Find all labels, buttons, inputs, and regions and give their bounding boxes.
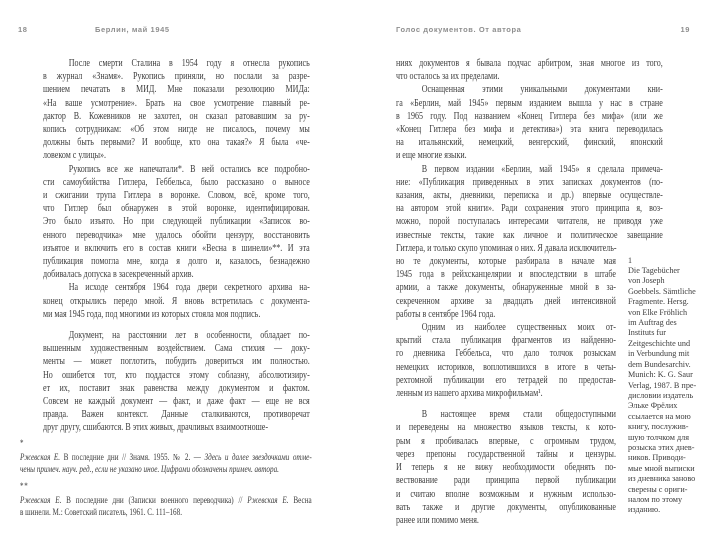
margin-note-line: налом по этому	[628, 494, 683, 504]
text-line: правда. Важен контекст. Данные сталкиваются, противоречат	[43, 409, 310, 421]
paragraph	[43, 329, 310, 435]
margin-note-line: Zeitgeschichte und	[628, 338, 691, 348]
margin-note-line: из дневника заново	[628, 474, 696, 484]
text-line: армии, а также документы, обнаруженные мной в за-	[396, 282, 616, 294]
margin-note-text	[628, 266, 706, 516]
text-line: рехтомной публикации его тетрадей по предостав-	[396, 374, 616, 386]
text-line: изъятое и включить его в состав книги «Весна в шинели»**. И эта	[43, 242, 310, 254]
text-line: Документ, на расстоянии лет в особенности, обладает по-	[68, 330, 310, 342]
text-line: конец открылись передо мной. Я вновь встретилась с документа-	[43, 295, 310, 307]
text-line: Одним из наиболее существенных моих от-	[421, 322, 616, 334]
text-line: Оснащенная этими уникальными документами кни-	[421, 84, 663, 96]
left-footnotes	[20, 439, 312, 518]
text-line: что Гитлер был обнаружен в этой воронке, идентифицирован.	[43, 203, 310, 215]
margin-note-line: изданию.	[628, 505, 661, 515]
footnote-text-segment: Весна	[288, 494, 312, 505]
margin-note-line: ссылается на мою	[628, 411, 691, 421]
margin-note-line: Munich: K. G. Saur	[628, 370, 693, 380]
right-lower-row	[396, 255, 706, 527]
text-line: го дневника Геббельса, что дало толчок розыскам	[396, 348, 616, 360]
paragraph	[43, 281, 310, 321]
text-line: шением печатать в МИД. Мне показали резолюцию МИДа:	[43, 84, 310, 96]
left-page-number: 18	[18, 25, 28, 34]
text-line: копись сотрудникам: «Об этом нигде не писалось, почему мы	[43, 124, 310, 136]
text-line: Но ошибется тот, кто поддастся этому соблазну, абсолютизиру-	[43, 369, 310, 381]
margin-note-line: розыска этих днев-	[628, 442, 695, 452]
text-line: дактор В. Кожевников не захотел, он сказал ратовавшим за ру-	[43, 110, 310, 122]
footnote-line	[20, 506, 312, 518]
text-line: ние: «Публикация приведенных в этих записках документов (по-	[396, 176, 663, 188]
margin-note-line: im Auftrag des	[628, 318, 677, 328]
text-line: ми мая 1945 года, под многими из которых стояла моя подпись.	[43, 308, 261, 320]
footnote-text-segment: Здесь и далее звездочками отме-	[204, 452, 312, 462]
text-line: Рукопись все же напечатали*. В ней остались все подробно-	[68, 163, 310, 175]
text-line: можно, порой поступалась интересами читателя, не приводя уже	[396, 216, 663, 228]
text-line: ранее или помимо меня.	[396, 514, 479, 526]
paragraph	[43, 57, 310, 163]
text-line: га «Берлин, май 1945» первым изданием вышла у нас в стране	[396, 97, 663, 109]
footnote-text-segment: В последние дни // Знамя. 1955. № 2. —	[60, 452, 205, 462]
margin-note-line: Эльке Фрёлих	[628, 401, 678, 411]
margin-note-line: Verlag, 1987. В пре-	[628, 380, 697, 390]
page-right	[353, 0, 706, 540]
footnote-line	[20, 494, 312, 506]
text-line: и еще многие языки.	[396, 150, 467, 162]
paragraph	[43, 163, 310, 282]
margin-note-line: дисловии издатель	[628, 390, 694, 400]
footnote-text-segment: Ржевская Е.	[20, 452, 61, 462]
text-line: енного переводчика» мне удалось обойти цензуру, восстановить	[43, 229, 310, 241]
footnote-line	[20, 451, 312, 463]
margin-note-line: Die Tagebücher	[628, 266, 680, 276]
text-line: вествование ради принципа первой публикации	[396, 475, 616, 487]
paragraph	[396, 57, 663, 83]
footnote-text-segment: Ржевская Е.	[20, 494, 62, 505]
text-line: немецких историков, воплотившихся в итоге в четы-	[396, 361, 616, 373]
left-body-text	[43, 57, 310, 435]
footnote-line	[20, 463, 312, 475]
text-line: 1945 года в рейхсканцелярии и впоследствии в штабе	[396, 269, 616, 281]
text-line: менты — может поглотить, побудить довериться им полностью.	[43, 356, 310, 368]
text-line: публикация помогла мне, когда я долго и, казалось, безнадежно	[43, 256, 310, 268]
paragraph	[396, 255, 616, 321]
paragraph	[396, 408, 616, 527]
margin-note-line: von Elke Fröhlich	[628, 307, 688, 317]
text-line: вышенным художественным воздействием. Сама стихия — доку-	[43, 343, 310, 355]
text-line: крытий стала публикация фрагментов из найденно-	[396, 335, 616, 347]
paragraph	[396, 321, 616, 400]
text-line: на итальянский, немецкий, венгерский, финский, японский	[396, 137, 663, 149]
text-line: вать также и другие документы, опубликованные	[396, 501, 616, 513]
margin-note-line: книгу, послужив-	[628, 422, 689, 432]
text-line: И теперь я не вижу необходимости обеднять по-	[396, 462, 616, 474]
text-line: но те документы, которые разбирала в начале мая	[396, 256, 616, 268]
right-running-head: Голос документов. От автора	[396, 25, 522, 34]
text-line: В первом издании «Берлин, май 1945» я сделала примеча-	[421, 163, 663, 175]
footnote-text-segment: в шинели. М.: Советский писатель, 1961. С. 111–168.	[20, 506, 183, 517]
text-line: сти самоубийства Гитлера, Геббельса, было рассказано о выносе	[43, 176, 310, 188]
text-line: в 1965 году. Под названием «Конец Гитлера без мифа» (или же	[396, 110, 663, 122]
text-line: на автором этой книги». Ради сохранения этого принципа я, воз-	[396, 203, 663, 215]
text-line: известные тексты, такие как личное и политическое завещание	[396, 229, 663, 241]
paragraph	[396, 83, 663, 162]
margin-note-line: шую толчком для	[628, 432, 689, 442]
footnote-text-segment: В последние дни (Записки военного переводчика) //	[61, 494, 248, 505]
footnote-marker: **	[20, 480, 29, 491]
text-line: друг другу, сшибаются. В этих живых, драчливых взаимоотноше-	[43, 422, 269, 434]
text-line: рым я пробивалась впервые, с огромным трудом,	[396, 435, 616, 447]
paragraph	[396, 163, 663, 255]
margin-note-line: мые мной выписки	[628, 463, 695, 473]
margin-note-marker: 1	[628, 256, 632, 266]
footnote-marker: *	[20, 438, 25, 448]
left-running-head: Берлин, май 1945	[95, 25, 170, 34]
text-line: должны быть первыми? И вообще, кто она такая?» Я была «че-	[43, 137, 310, 149]
text-line: казания, акты, дневники, переписка и др.) впервые осуществле-	[396, 190, 663, 202]
right-content	[396, 57, 706, 527]
text-line: через препоны государственной тайны и цензуры.	[396, 448, 616, 460]
text-line: ет их, поставит знак равенства между документом и фактом.	[43, 382, 310, 394]
right-body-full-width	[396, 57, 706, 255]
margin-note-line: ников. Приводи-	[628, 453, 686, 463]
margin-note-line: Fragmente. Hersg.	[628, 297, 689, 307]
text-line: Совсем не каждый документ — факт, и даже факт — еще не вся	[43, 396, 310, 408]
text-line: и переведены на множество языков тексты, к кото-	[396, 422, 616, 434]
text-line: ниях документов я бывала подчас арбитром, зная многое из того,	[396, 58, 663, 69]
text-line: Гитлера, и только скупо упоминая о них. Я давала исключитель-	[396, 242, 617, 254]
text-line: ленным из нашего архива микрофильмам¹.	[396, 388, 543, 400]
text-line: в журнал «Знамя». Рукопись приняли, но послали за разре-	[43, 71, 310, 83]
text-line: добивалась допуска в засекреченный архив.	[43, 269, 194, 281]
margin-note-line: Goebbels. Sämtliche	[628, 286, 696, 296]
margin-note-line: in Verbundung mit	[628, 349, 690, 359]
text-line: В настоящее время стали общедоступными	[421, 409, 616, 421]
text-line: ловеком с улицы».	[43, 150, 107, 162]
text-line: На исходе сентября 1964 года двери секретного архива на-	[68, 282, 310, 294]
margin-note-line: von Joseph	[628, 276, 665, 286]
right-page-number: 19	[680, 25, 690, 34]
text-line: «На ваше усмотрение». Брать на свое усмотрение главный ре-	[43, 97, 310, 109]
text-line: секреченном архиве за двадцать дней интенсивной	[396, 295, 616, 307]
footnote-text-segment: чены примеч. науч. ред., если не указано иное. Цифрами обозначены примеч. автора.	[20, 464, 279, 475]
margin-note	[628, 255, 706, 516]
margin-note-line: dem Bundesarchiv.	[628, 359, 691, 369]
text-line: и считаю вполне возможным и нужным использо-	[396, 488, 616, 500]
text-line: работы в сентябре 1964 года.	[396, 308, 496, 320]
footnote-text-segment: Ржевская Е.	[247, 494, 289, 505]
footnote-list	[20, 439, 312, 518]
margin-note-line: Instituts fur	[628, 328, 666, 338]
text-line: «Конец Гитлера без мифа и детектива») эта книга переводилась	[396, 124, 663, 136]
text-line: Это было изъято. Но при следующей публикации «Записок во-	[43, 216, 310, 228]
text-line: После смерти Сталина в 1954 году я отнесла рукопись	[68, 58, 310, 69]
margin-note-line: сверены с ориги-	[628, 484, 688, 494]
right-body-narrow	[396, 255, 616, 527]
text-line: и сжигании трупа Гитлера в воронке. Словом, всё, кроме того,	[43, 190, 310, 202]
text-line: что осталось за их пределами.	[396, 71, 500, 83]
